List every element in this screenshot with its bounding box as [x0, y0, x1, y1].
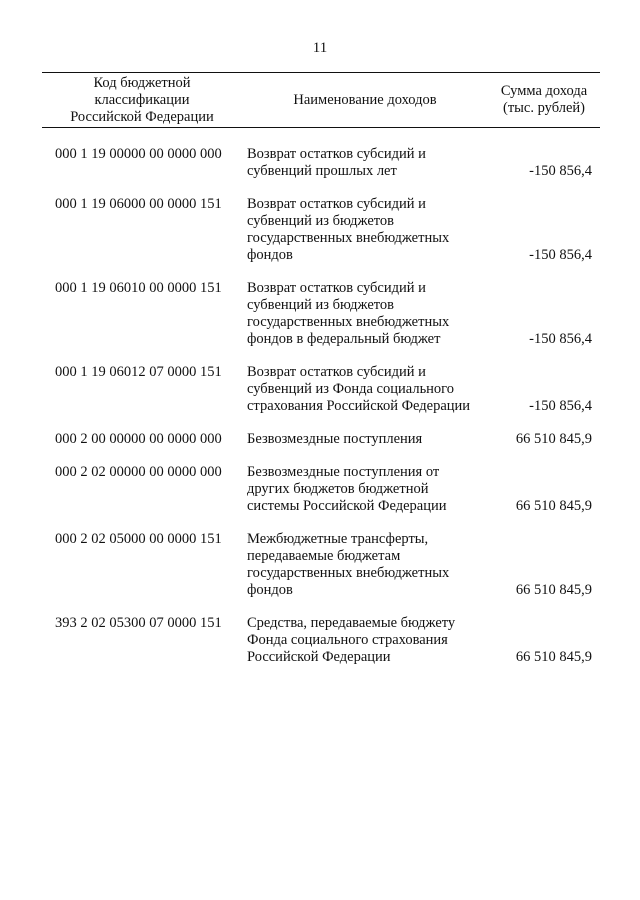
income-name: Средства, передаваемые бюджету Фонда социального страхования Российской Федерации — [247, 615, 456, 665]
income-sum: 66 510 845,9 — [515, 649, 592, 665]
header-code: Код бюджетной классификации Российской Федерации — [70, 74, 214, 125]
income-name: Безвозмездные поступления от других бюджетов бюджетной системы Российской Федерации — [247, 464, 447, 514]
page-number: 11 — [312, 40, 328, 56]
income-name: Возврат остатков субсидий и субвенций прошлых лет — [247, 146, 426, 179]
budget-code: 000 2 02 00000 00 0000 000 — [55, 464, 222, 480]
budget-code: 000 1 19 06000 00 0000 151 — [55, 196, 222, 212]
income-sum: -150 856,4 — [529, 398, 592, 414]
income-sum: -150 856,4 — [529, 163, 592, 179]
table-row — [0, 431, 640, 448]
table-row — [0, 280, 640, 348]
income-name: Возврат остатков субсидий и субвенций из Фонда социального страхования Российской Федерации — [247, 364, 471, 414]
budget-code: 000 1 19 06010 00 0000 151 — [55, 280, 222, 296]
budget-code: 393 2 02 05300 07 0000 151 — [55, 615, 222, 631]
table-row — [0, 531, 640, 599]
budget-code: 000 1 19 00000 00 0000 000 — [55, 146, 222, 162]
budget-code: 000 2 02 05000 00 0000 151 — [55, 531, 222, 547]
budget-code: 000 1 19 06012 07 0000 151 — [55, 364, 222, 380]
table-row — [0, 146, 640, 180]
income-name: Межбюджетные трансферты, передаваемые бюджетам государственных внебюджетных фондов — [247, 531, 450, 598]
income-sum: -150 856,4 — [529, 331, 592, 347]
income-name: Возврат остатков субсидий и субвенций из бюджетов государственных внебюджетных фондов в федеральный бюджет — [247, 280, 450, 347]
table-row — [0, 196, 640, 264]
income-name: Безвозмездные поступления — [247, 431, 423, 447]
header-name: Наименование доходов — [293, 91, 437, 108]
budget-code: 000 2 00 00000 00 0000 000 — [55, 431, 222, 447]
income-sum: 66 510 845,9 — [515, 582, 592, 598]
table-header — [42, 72, 600, 128]
header-sum: Сумма дохода (тыс. рублей) — [500, 83, 588, 116]
income-sum: 66 510 845,9 — [515, 431, 592, 447]
income-table-body — [0, 146, 640, 682]
income-name: Возврат остатков субсидий и субвенций из бюджетов государственных внебюджетных фондов — [247, 196, 450, 263]
table-row — [0, 464, 640, 515]
income-sum: -150 856,4 — [529, 247, 592, 263]
table-row — [0, 615, 640, 666]
table-row — [0, 364, 640, 415]
income-sum: 66 510 845,9 — [515, 498, 592, 514]
